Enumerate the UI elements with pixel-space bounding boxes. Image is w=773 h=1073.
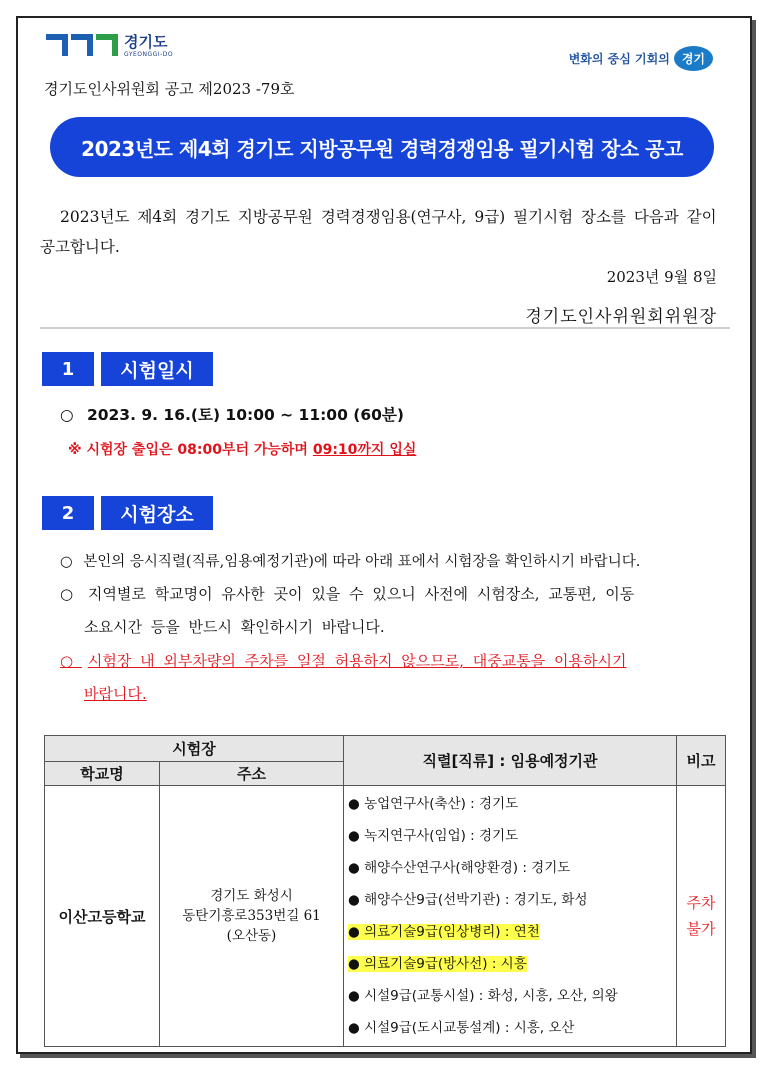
entry-note xyxy=(68,439,416,459)
section1-number: 1 xyxy=(42,352,94,386)
parking-note-line: 불가 xyxy=(686,920,716,938)
job-item xyxy=(348,948,672,980)
job-item-text: ● 농업연구사(축산) : 경기도 xyxy=(348,796,519,812)
bullet-icon: ○ xyxy=(60,585,74,603)
job-item xyxy=(348,788,672,820)
th-venue: 시험장 xyxy=(45,736,344,762)
venue-bullet-1-text: 본인의 응시직렬(직류,임용예정기관)에 따라 아래 표에서 시험장을 확인하시기 바랍니다. xyxy=(83,554,641,570)
th-school: 학교명 xyxy=(45,762,160,786)
section2-number: 2 xyxy=(42,496,94,530)
address-line: 동탄기흥로353번길 61 xyxy=(182,908,321,924)
school-address xyxy=(160,786,344,1047)
logo-mark-icon xyxy=(46,34,118,56)
exam-datetime xyxy=(60,403,404,425)
bullet-icon: ○ xyxy=(60,554,73,570)
notice-number: 경기도인사위원회 공고 제2023 -79호 xyxy=(44,80,295,98)
slogan-badge: 경기 xyxy=(674,46,713,71)
job-item xyxy=(348,852,672,884)
job-item-text: ● 시설9급(교통시설) : 화성, 시흥, 오산, 의왕 xyxy=(348,988,618,1004)
bullet-icon: ○ xyxy=(60,652,74,670)
address-line: 경기도 화성시 xyxy=(210,888,293,904)
job-list xyxy=(344,786,677,1047)
venue-bullet-2-line2: 소요시간 등을 반드시 확인하시기 바랍니다. xyxy=(84,618,385,636)
gyeonggi-logo xyxy=(46,34,173,58)
bullet-icon: ○ xyxy=(60,406,74,424)
exam-datetime-text: 2023. 9. 16.(토) 10:00 ~ 11:00 (60분) xyxy=(86,406,404,424)
venue-bullet-2 xyxy=(60,583,634,604)
venue-bullet-3-line1: 시험장 내 외부차량의 주차를 일절 허용하지 않으므로, 대중교통을 이용하시기 xyxy=(87,652,627,670)
school-name: 이산고등학교 xyxy=(45,786,160,1047)
job-item-text: ● 해양수산9급(선박기관) : 경기도, 화성 xyxy=(348,892,588,908)
job-item-text: ● 녹지연구사(임업) : 경기도 xyxy=(348,828,519,844)
entry-note-prefix: ※ 시험장 출입은 08:00부터 가능하며 xyxy=(68,442,313,458)
slogan-text: 변화의 중심 기회의 xyxy=(568,52,670,66)
job-item xyxy=(348,980,672,1012)
entry-note-deadline: 09:10까지 입실 xyxy=(312,442,417,458)
page-title: 2023년도 제4회 경기도 지방공무원 경력경쟁임용 필기시험 장소 공고 xyxy=(50,117,714,177)
venue-bullet-3 xyxy=(60,650,626,671)
section1-title: 시험일시 xyxy=(101,352,213,386)
signer: 경기도인사위원회위원장 xyxy=(525,307,717,327)
job-item-text: ● 의료기술9급(임상병리) : 연천 xyxy=(348,924,540,940)
logo-name: 경기도 xyxy=(124,33,168,51)
th-address: 주소 xyxy=(160,762,344,786)
venue-bullet-1 xyxy=(60,550,640,571)
parking-note xyxy=(677,786,726,1047)
venue-bullet-2-line1: 지역별로 학교명이 유사한 곳이 있을 수 있으니 사전에 시험장소, 교통편, 이동 xyxy=(87,585,635,603)
job-item xyxy=(348,820,672,852)
job-item xyxy=(348,1012,672,1044)
logo-sub: GYEONGGI-DO xyxy=(124,51,174,58)
job-item-text: ● 시설9급(도시교통설계) : 시흥, 오산 xyxy=(348,1020,575,1036)
divider xyxy=(40,327,730,329)
job-item xyxy=(348,916,672,948)
th-note: 비고 xyxy=(677,736,726,786)
slogan xyxy=(569,46,713,71)
job-item-text: ● 의료기술9급(방사선) : 시흥 xyxy=(348,956,527,972)
table-row xyxy=(45,786,726,1047)
notice-date: 2023년 9월 8일 xyxy=(606,268,717,286)
address-line: (오산동) xyxy=(226,928,277,944)
th-job: 직렬[직류] : 임용예정기관 xyxy=(344,736,677,786)
intro-paragraph: 2023년도 제4회 경기도 지방공무원 경력경쟁임용(연구사, 9급) 필기시험 장소를 다음과 같이 공고합니다. xyxy=(40,208,717,256)
venue-table xyxy=(44,735,726,1047)
venue-bullet-3-line2: 바랍니다. xyxy=(84,685,147,703)
parking-note-line: 주차 xyxy=(686,894,716,912)
job-item-text: ● 해양수산연구사(해양환경) : 경기도 xyxy=(348,860,571,876)
job-item xyxy=(348,884,672,916)
section2-title: 시험장소 xyxy=(101,496,213,530)
